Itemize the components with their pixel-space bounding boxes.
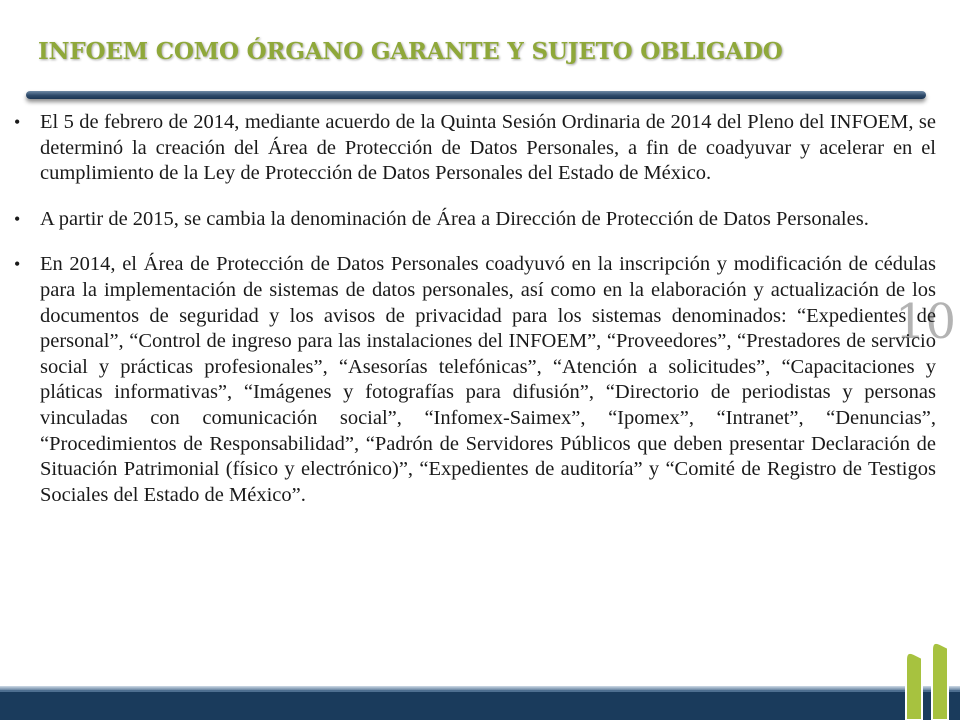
bullet-text-2: A partir de 2015, se cambia la denominación de Área a Dirección de Protección de Datos Personales.	[40, 207, 869, 230]
bullet-item-1	[14, 110, 936, 187]
infoem-logo-icon	[900, 636, 960, 720]
page-number: 10	[895, 294, 957, 350]
slide-title: INFOEM COMO ÓRGANO GARANTE Y SUJETO OBLIGADO	[38, 38, 783, 65]
bullet-item-3	[14, 252, 936, 508]
title-underline-bar	[26, 91, 926, 99]
bullet-item-2	[14, 207, 936, 233]
bullet-icon: •	[14, 208, 21, 229]
bottom-band	[0, 690, 960, 720]
bullet-icon: •	[14, 254, 21, 275]
bullet-list	[14, 110, 936, 528]
bullet-text-1: El 5 de febrero de 2014, mediante acuerdo de la Quinta Sesión Ordinaria de 2014 del Pleno del INFOEM, se determinó la creación del Área de Protección de Datos Personales, a fin de coadyuvar y acelerar en el cumplimiento de la Ley de Protección de Datos Personales del Estado de México.	[40, 111, 936, 185]
bullet-icon: •	[14, 112, 21, 132]
bullet-text-3: En 2014, el Área de Protección de Datos Personales coadyuvó en la inscripción y modificación de cédulas para la implementación de sistemas de datos personales, así como en la elaboración y actualización de los documentos de seguridad y los avisos de privacidad para los sistemas denominados: “Expedientes de personal”, “Control de ingreso para las instalaciones del INFOEM”, “Proveedores”, “Prestadores de servicio social y prácticas profesionales”, “Asesorías telefónicas”, “Atención a solicitudes”, “Capacitaciones y pláticas informativas”, “Imágenes y fotografías para difusión”, “Directorio de periodistas y personas vinculadas con comunicación social”, “Infomex-Saimex”, “Ipomex”, “Intranet”, “Denuncias”, “Procedimientos de Responsabilidad”, “Padrón de Servidores Públicos que deben presentar Declaración de Situación Patrimonial (físico y electrónico)”, “Expedientes de auditoría” y “Comité de Registro de Testigos Sociales del Estado de México”.	[40, 253, 936, 506]
